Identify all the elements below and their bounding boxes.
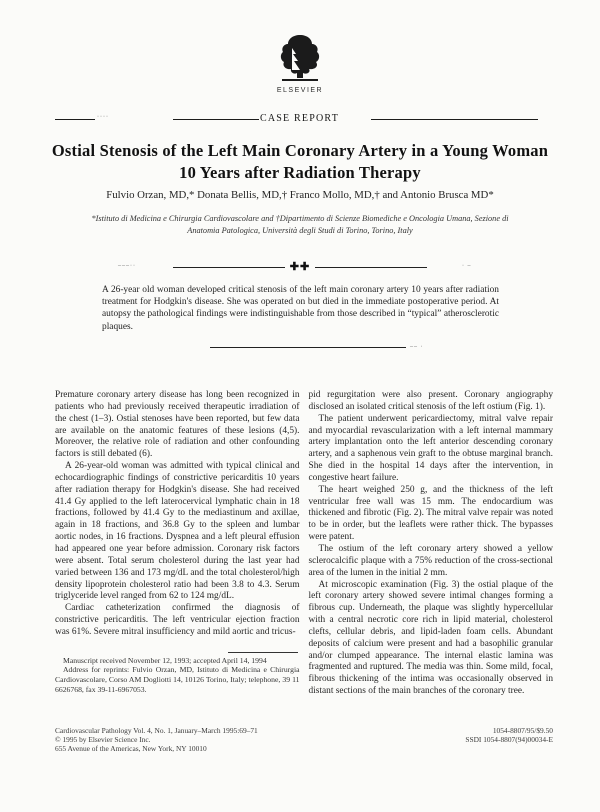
footer-right [465,726,553,754]
rule-segment [371,119,538,120]
section-label: CASE REPORT [260,112,340,124]
footnote-block [55,652,300,694]
affiliation-line1: *Istituto di Medicina e Chirurgia Cardiovascolare and †Dipartimento di Scienze Biomediche e Oncologia Umana, Sezione di [91,214,509,223]
right-column [309,390,554,698]
elsevier-tree-icon [278,34,322,86]
scan-artifact-dots: ···· [97,114,109,120]
body-paragraph: pid regurgitation were also present. Coronary angiography disclosed an isolated critical stenosis of the left ostium (Fig. 1). [308,390,553,412]
body-paragraph: The heart weighed 250 g, and the thickness of the left ventricular free wall was 15 mm. The endocardium was thickened and fibrotic (Fig. 2). The mitral valve repair was noted to be in order, but the leaflets were rather thick. The bypasses were patent. [308,484,553,543]
scan-artifact: ‒‒ · [410,344,424,350]
body-paragraph: Cardiac catheterization confirmed the diagnosis of constrictive pericarditis. The left ventricular ejection fraction was 61%. Severe mitral insufficiency and mild aortic and tricus- [55,603,300,637]
rule-segment [55,119,95,120]
footer-copyright-line: © 1995 by Elsevier Science Inc. [55,735,151,745]
abstract-text: A 26-year old woman developed critical stenosis of the left main coronary artery 10 years after radiation treatment for Hodgkin's disease. She was operated on but died in the immediate postoperative period. At autopsy the pathological findings were indistinguishable from those described in “typical” atherosclerotic plaques. [102,285,499,332]
body-paragraph: Premature coronary artery disease has long been recognized in patients who had previously received therapeutic irradiation of the chest (1–3). Ostial stenoses have been reported, but few data are available on the anatomic features of these lesions (4,5). Moreover, the relative role of radiation and other confounding factors is still debated (6). [55,390,300,460]
rule-segment [173,119,259,120]
footer-ssdi-line: SSDI 1054-8807(94)00034-E [465,735,553,745]
footer-journal-line: Cardiovascular Pathology Vol. 4, No. 1, January–March 1995:69–71 [55,726,258,735]
body-paragraph: A 26-year-old woman was admitted with typical clinical and echocardiographic findings of constrictive pericarditis 10 years after radiation therapy for Hodgkin's disease. She had received 41.4 Gy applied to the left laterocervical lymphatic chain in 18 fractions, followed by 41.4 Gy to the mediastinum and axillae, again in 18 fractions, and 36.8 Gy to the spleen and lumbar aortic nodes, in 16 fractions. Dyspnea and a left pleural effusion had appeared one year before admission. Coronary risk factors were absent. Total serum cholesterol during the last year had varied between 136 and 173 mg/dL and the total cholesterol/high density lipoprotein cholesterol ratio had been 3.8 to 4.3. Serum triglyceride level ranged from 62 to 124 mg/dL. [55,461,300,602]
article-body [55,390,553,698]
footer-issn-line: 1054-8807/95/$9.50 [492,726,553,735]
publisher-logo [0,34,600,94]
scan-artifact: · ‒ [462,263,472,269]
footer-address-line: 655 Avenue of the Americas, New York, NY 10010 [55,744,207,754]
body-paragraph: The patient underwent pericardiectomy, mitral valve repair and myocardial revascularization with a left internal mammary artery implantation onto the left anterior descending coronary artery, and a saphenous vein graft to the obtuse marginal branch. She died in the hospital 14 days after the intervention, in congestive heart failure. [308,413,553,483]
article-title-line2: 10 Years after Radiation Therapy [179,162,421,182]
left-column [55,390,300,698]
body-paragraph: At microscopic examination (Fig. 3) the ostial plaque of the left coronary artery showed severe intimal changes forming a fibrous cup. Underneath, the plaque was slightly hypercellular with a central necrotic core rich in lipid material, cholesterol clefts, cellular debris, and lipid-laden foam cells. Abundant deposits of calcium were present and had a basophilic granular and/or clumped appearance. The internal elastic lamina was fragmented and ruptured. The media was thin. Some mild, focal, fibrous thickening of the intima was occasionally observed in distant sections of the main branches of the coronary tree. [308,579,553,697]
divider-line [315,267,427,268]
divider-line [173,267,285,268]
footnote-reprints: Address for reprints: Fulvio Orzan, MD, Istituto di Medicina e Chirurgia Cardiovascolare, Corso AM Dogliotti 14, 10126 Torino, Italy; telephone, 39 11 6626768, fax 39-11-6967053. [55,665,300,694]
page-footer [55,726,553,754]
body-paragraph: The ostium of the left coronary artery showed a yellow sclerocalcific plaque with a 75% reduction of the cross-sectional area of the lumen in the initial 2 mm. [308,543,553,578]
affiliation-block [42,213,558,237]
footer-left [55,726,258,754]
abstract-rule [210,347,406,348]
author-line: Fulvio Orzan, MD,* Donata Bellis, MD,† Franco Mollo, MD,† and Antonio Brusca MD* [106,189,494,201]
ornament-divider [0,261,600,274]
footnote-received: Manuscript received November 12, 1993; accepted April 14, 1994 [63,655,267,665]
affiliation-line2: Anatomia Patologica, Università degli Studi di Torino, Torino, Italy [187,226,413,236]
section-header [55,112,538,126]
scan-artifact: ‒‒‒·· [118,263,136,269]
publisher-name: ELSEVIER [276,87,324,94]
cross-divider-icon: ✚✚ [289,261,311,273]
footnote-rule [228,652,298,653]
article-title [40,140,560,184]
article-title-line1: Ostial Stenosis of the Left Main Coronary Artery in a Young Woman [51,141,549,160]
